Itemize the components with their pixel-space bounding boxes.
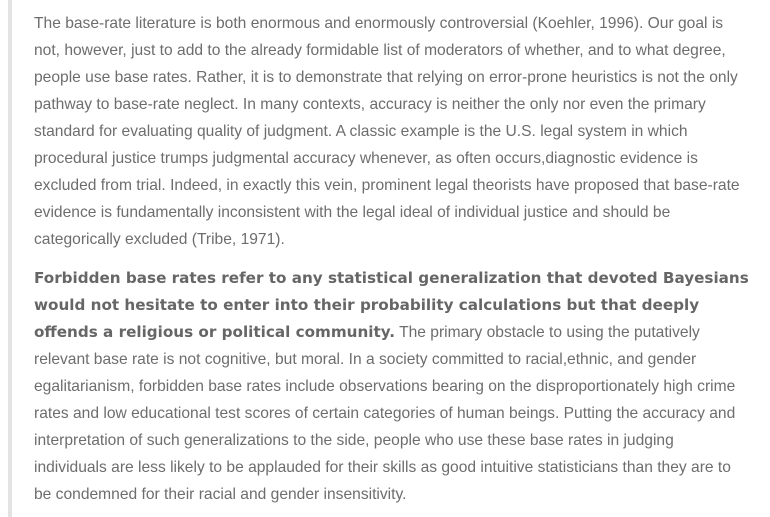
blockquote — [8, 0, 770, 517]
paragraph-base-rate-literature: The base-rate literature is both enormous and enormously controversial (Koehler, 1996). Our goal is not, however, just to add to the already formidable list of moderators of whether, and to what degree, people use base rates. Rather, it is to demonstrate that relying on error-prone heuristics is not the only pathway to base-rate neglect. In many contexts, accuracy is neither the only nor even the primary standard for evaluating quality of judgment. A classic example is the U.S. legal system in which procedural justice trumps judgmental accuracy whenever, as often occurs,diagnostic evidence is excluded from trial. Indeed, in exactly this vein, prominent legal theorists have proposed that base-rate evidence is fundamentally inconsistent with the legal ideal of individual justice and should be categorically excluded (Tribe, 1971). — [34, 15, 740, 248]
paragraph-forbidden-base-rates — [34, 265, 750, 508]
bold-lead-sentence: Forbidden base rates refer to any statistical generalization that devoted Bayesians would not hesitate to enter into their probability calculations but that deeply offends a religious or political community. — [34, 269, 749, 341]
paragraph-body-text: The primary obstacle to using the putatively relevant base rate is not cognitive, but moral. In a society committed to racial,ethnic, and gender egalitarianism, forbidden base rates include observations bearing on the disproportionately high crime rates and low educational test scores of certain categories of human beings. Putting the accuracy and interpretation of such generalizations to the side, people who use these base rates in judging individuals are less likely to be applauded for their skills as good intuitive statisticians than they are to be condemned for their racial and gender insensitivity. — [34, 324, 736, 503]
